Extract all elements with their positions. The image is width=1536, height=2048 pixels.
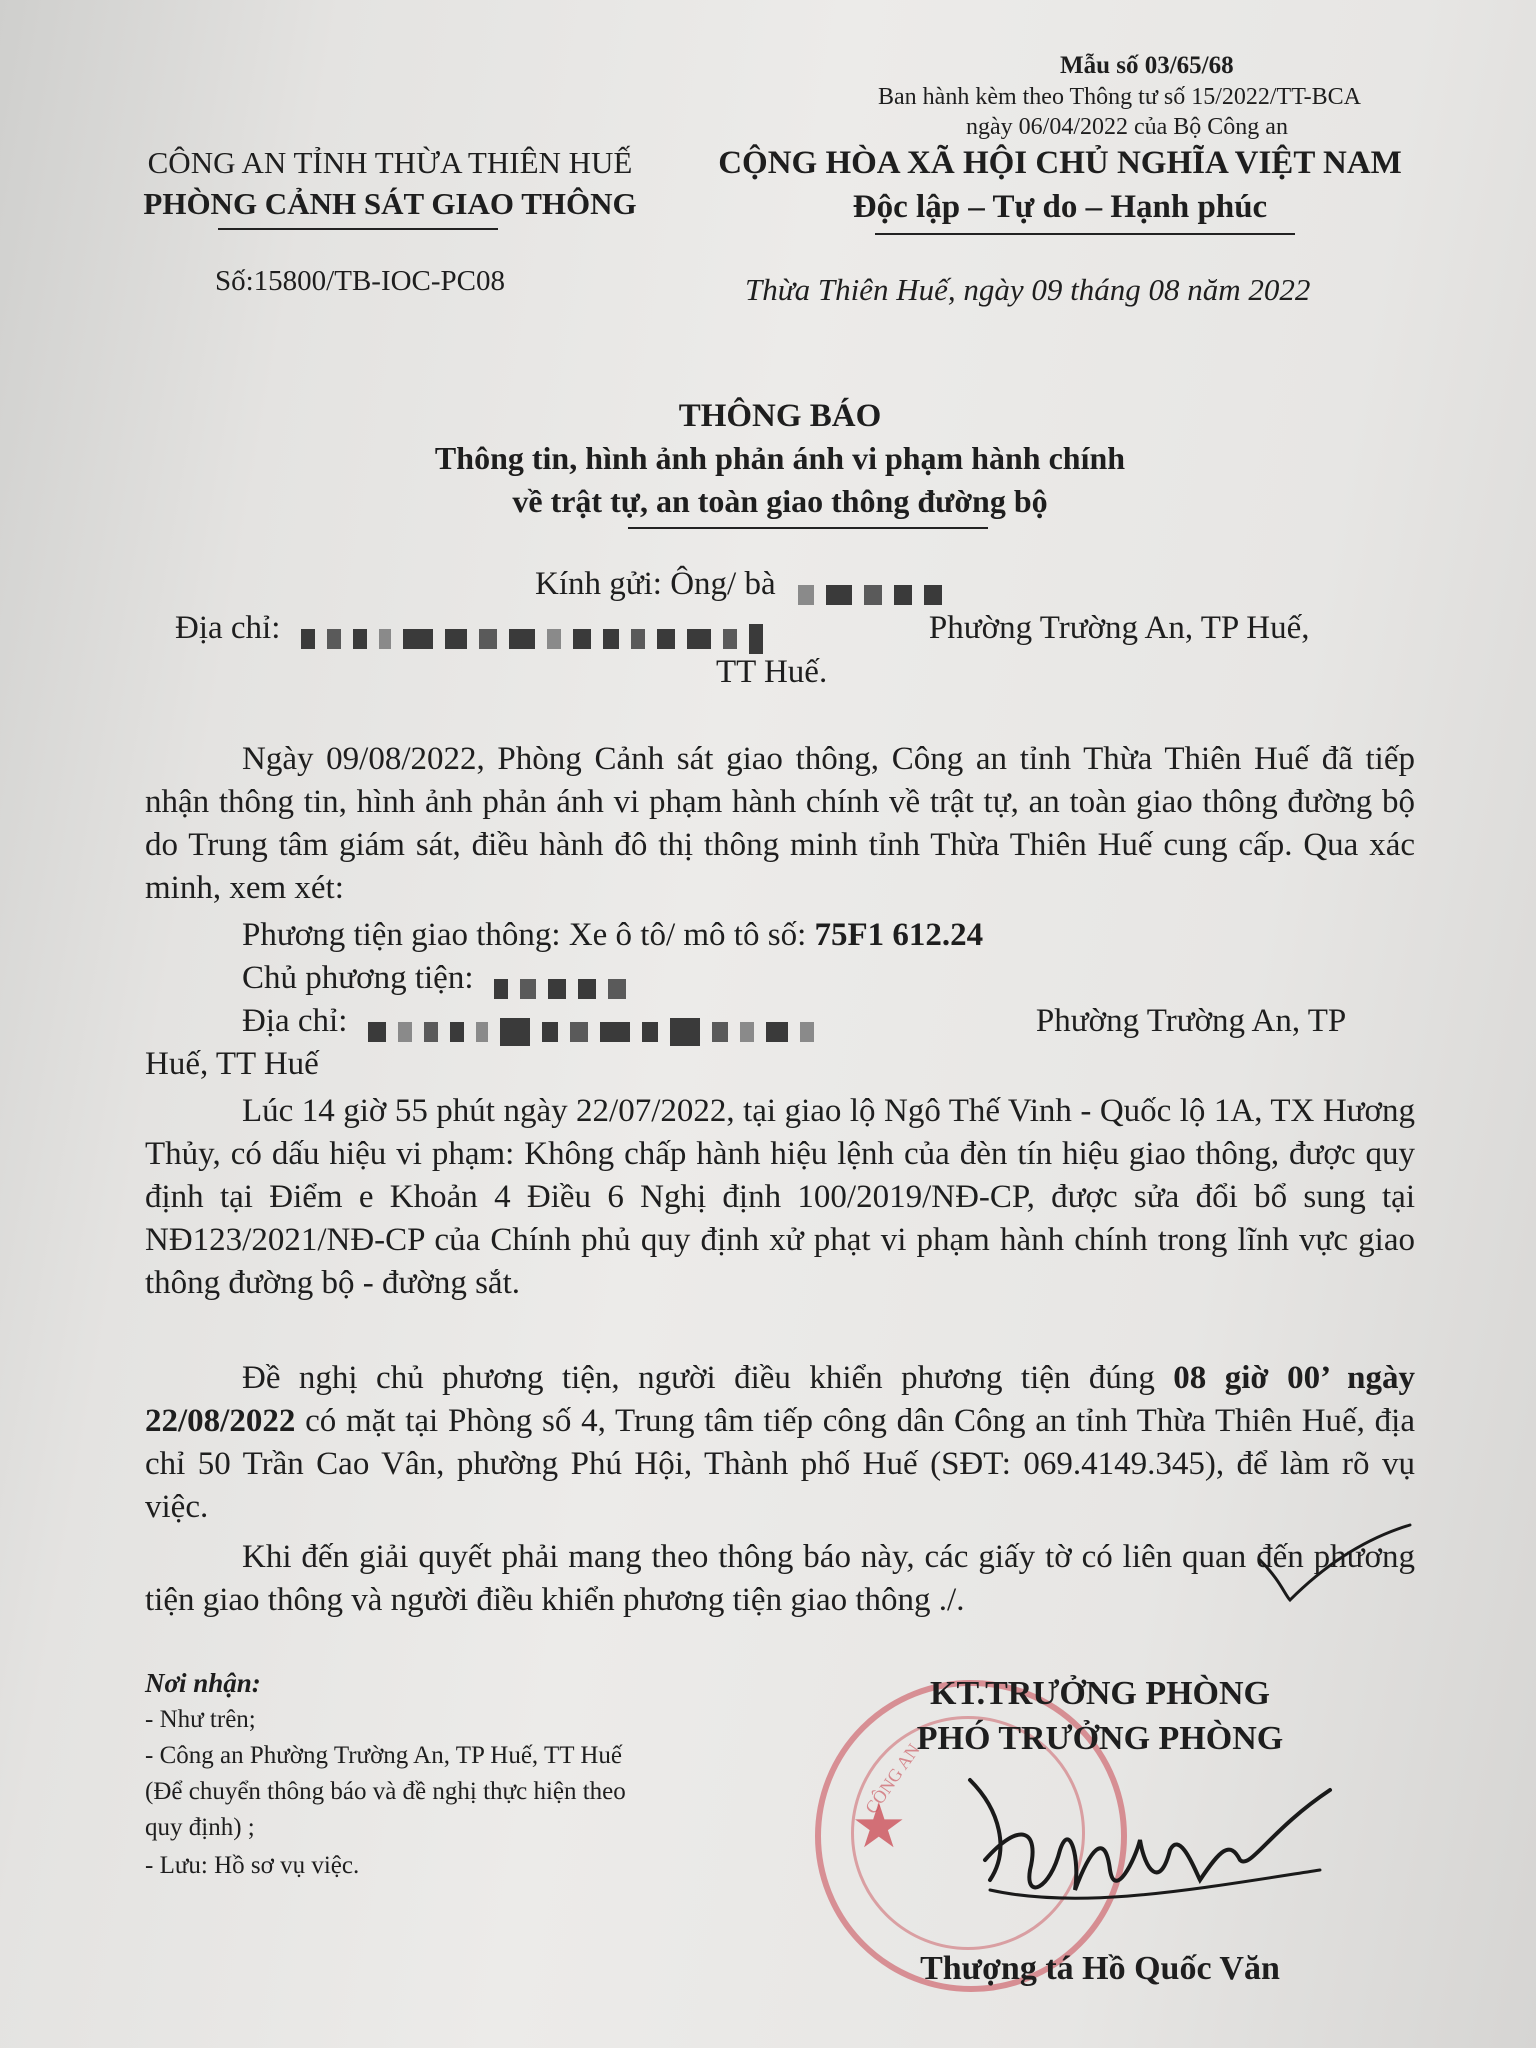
signer-name: Thượng tá Hồ Quốc Văn [920,1950,1280,1987]
nation-motto: Độc lập – Tự do – Hạnh phúc [852,189,1268,225]
signature-title-2: PHÓ TRƯỞNG PHÒNG [916,1720,1284,1757]
vehicle-label: Phương tiện giao thông: Xe ô tô/ mô tô số: [242,917,807,953]
document-number: Số:15800/TB-IOC-PC08 [215,265,506,297]
document-subtitle-2: về trật tự, an toàn giao thông đường bộ [512,483,1048,519]
request-time: 08 giờ 00’ ngày 22/08/2022 [145,1360,1415,1439]
owner-address-line2: Huế, TT Huế [145,1046,319,1082]
recipients-heading: Nơi nhận: [145,1668,261,1698]
recipients-item-5: - Lưu: Hồ sơ vụ việc. [145,1852,360,1879]
agency-underline [218,228,498,230]
document-title: THÔNG BÁO [678,398,882,434]
paragraph-request [145,1357,1415,1529]
vehicle-plate: 75F1 612.24 [814,917,984,953]
owner-line [242,960,638,997]
owner-address-tail: Phường Trường An, TP [1035,1003,1347,1039]
paragraph-violation: Lúc 14 giờ 55 phút ngày 22/07/2022, tại giao lộ Ngô Thế Vinh - Quốc lộ 1A, TX Hương Thủy, có dấu hiệu vi phạm: Không chấp hành hiệu lệnh của đèn tín hiệu giao thông, được quy định tại Điểm e Khoản 4 Điều 6 Nghị định 100/2019/NĐ-CP, được sửa đổi bổ sung tại NĐ123/2021/NĐ-CP của Chính phủ quy định xử phạt vi phạm hành chính trong lĩnh vực giao thông đường bộ - đường sắt. [145,1093,1415,1301]
recipients-item-1: - Như trên; [145,1706,256,1733]
agency-parent: CÔNG AN TỈNH THỪA THIÊN HUẾ [147,145,633,180]
initial-checkmark [1240,1520,1420,1610]
owner-address-line [242,1003,1346,1040]
redacted-owner [494,968,638,992]
redacted-owner-address [368,1011,1028,1035]
vehicle-line [242,917,983,954]
request-text-b: có mặt tại Phòng số 4, Trung tâm tiếp công dân Công an tỉnh Thừa Thiên Huế, địa chỉ 50 Trần Cao Vân, phường Phú Hội, Thành phố Huế (SĐT: 069.4149.345), để làm rõ vụ việc. [145,1403,1415,1525]
request-text-a: Đề nghị chủ phương tiện, người điều khiển phương tiện đúng [242,1360,1155,1396]
owner-label: Chủ phương tiện: [242,960,474,996]
stamp-text: CÔNG AN [861,1740,924,1818]
form-issued-line1: Ban hành kèm theo Thông tư số 15/2022/TT-BCA [878,84,1361,110]
nation-name: CỘNG HÒA XÃ HỘI CHỦ NGHĨA VIỆT NAM [718,145,1402,181]
redacted-name [798,574,954,598]
recipients-item-2: - Công an Phường Trường An, TP Huế, TT Huế [145,1742,622,1769]
redacted-address [301,618,921,642]
paragraph-received: Ngày 09/08/2022, Phòng Cảnh sát giao thông, Công an tỉnh Thừa Thiên Huế đã tiếp nhận thông tin, hình ảnh phản ánh vi phạm hành chính về trật tự, an toàn giao thông đường bộ do Trung tâm giám sát, điều hành đô thị thông minh tỉnh Thừa Thiên Huế cung cấp. Qua xác minh, xem xét: [145,741,1415,906]
place-date: Thừa Thiên Huế, ngày 09 tháng 08 năm 2022 [745,272,1311,307]
recipients-item-3: (Để chuyển thông báo và đề nghị thực hiện theo [145,1778,626,1805]
recipient-address-line [175,610,1310,647]
recipient-address-label: Địa chỉ: [175,610,281,646]
recipient-address-tail: Phường Trường An, TP Huế, [928,610,1310,646]
agency-name: PHÒNG CẢNH SÁT GIAO THÔNG [143,186,637,221]
form-issued-line2: ngày 06/04/2022 của Bộ Công an [966,114,1288,140]
motto-underline [875,233,1295,235]
owner-address-label: Địa chỉ: [242,1003,348,1039]
form-number: Mẫu số 03/65/68 [1060,52,1234,79]
recipients-item-4: quy định) ; [145,1814,255,1841]
signature-title-1: KT.TRƯỞNG PHÒNG [930,1675,1270,1712]
recipient-line [535,566,954,603]
handwritten-signature [930,1740,1350,1930]
stamp-star-icon: ★ [851,1793,907,1861]
paragraph-instructions: Khi đến giải quyết phải mang theo thông báo này, các giấy tờ có liên quan đến phương tiện giao thông và người điều khiển phương tiện giao thông ./. [145,1539,1415,1618]
recipient-greeting: Kính gửi: Ông/ bà [535,566,776,602]
title-underline [628,527,988,529]
recipient-address-line2: TT Huế. [716,654,828,690]
document-subtitle-1: Thông tin, hình ảnh phản ánh vi phạm hành chính [434,440,1126,476]
